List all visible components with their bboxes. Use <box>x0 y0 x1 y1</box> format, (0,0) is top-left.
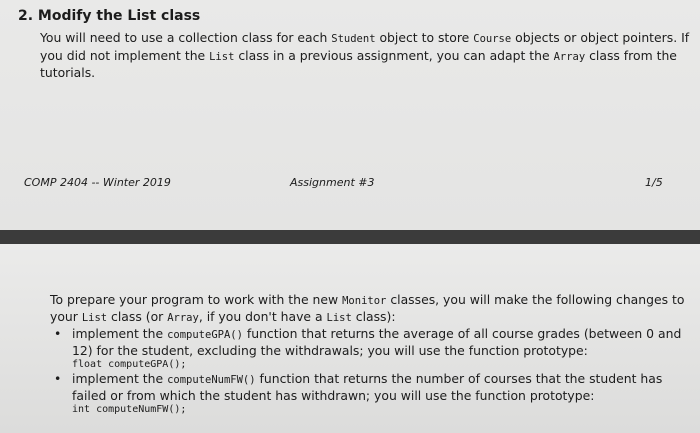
text-run: object to store <box>375 30 474 45</box>
text-run: objects or object pointers. If you did not implement the <box>40 30 690 63</box>
list-item <box>50 371 690 416</box>
code-student: Student <box>331 33 376 45</box>
code-list: List <box>81 312 108 324</box>
bullet-icon: • <box>54 371 62 386</box>
prototype-computenumfw: int computeNumFW(); <box>72 404 187 415</box>
footer-assignment: Assignment #3 <box>290 176 375 189</box>
bullet-icon: • <box>54 326 62 341</box>
text-run: class from the tutorials. <box>40 47 677 80</box>
code-list: List <box>209 50 235 63</box>
text-run: You will need to use a collection class for each <box>40 30 332 45</box>
section-paragraph <box>40 30 690 81</box>
code-array: Array <box>553 50 586 63</box>
code-computegpa: computeGPA() <box>167 329 243 341</box>
code-course: Course <box>473 33 512 45</box>
list-item <box>50 326 690 371</box>
text-run: class in a previous assignment, you can adapt the <box>234 47 554 63</box>
text-run: implement the <box>72 371 168 386</box>
intro-paragraph <box>50 292 690 326</box>
change-list <box>50 326 690 416</box>
text-run: classes, you will make the following changes to your <box>50 292 685 324</box>
text-run: class (or <box>107 309 168 324</box>
code-computenumfw: computeNumFW() <box>167 374 256 386</box>
code-array: Array <box>167 312 199 324</box>
next-page-content <box>50 292 690 416</box>
page-break-divider <box>0 230 700 244</box>
section-heading: 2. Modify the List class <box>18 8 201 24</box>
code-list: List <box>326 312 352 324</box>
footer-page-number: 1/5 <box>645 176 663 189</box>
prototype-computegpa: float computeGPA(); <box>72 359 187 370</box>
code-monitor: Monitor <box>342 295 387 307</box>
text-run: function that returns the average of all course grades (between 0 and 12) for the student, excluding the withdrawals; you will use the function prototype: <box>72 326 682 358</box>
footer-course: COMP 2404 -- Winter 2019 <box>24 176 171 189</box>
text-run: function that returns the number of courses that the student has failed or from which the student has withdrawn; you will use the function prototype: <box>72 371 663 403</box>
text-run: class): <box>351 309 396 324</box>
text-run: To prepare your program to work with the new <box>50 292 343 307</box>
text-run: implement the <box>72 326 168 341</box>
text-run: , if you don't have a <box>198 309 327 324</box>
page-lower <box>0 244 700 433</box>
